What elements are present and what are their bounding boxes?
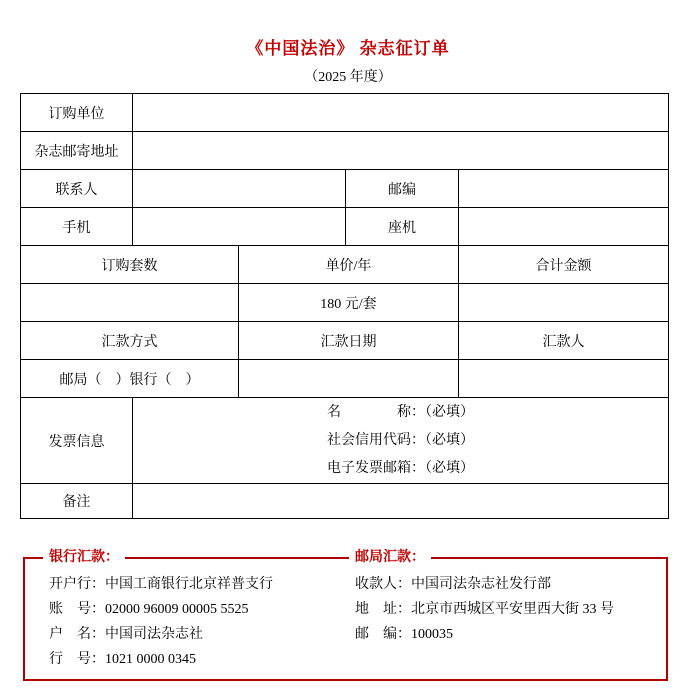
- quantity-label: 订购套数: [21, 246, 239, 284]
- bank-branch-number-line: 行 号：1021 0000 0345: [49, 652, 196, 667]
- unit-price-value: 180 元/套: [239, 284, 459, 322]
- bank-account-number-line: 账 号：02000 96009 00005 5525: [49, 602, 249, 617]
- price-value-row: [21, 284, 669, 322]
- total-amount-label: 合计金额: [459, 246, 669, 284]
- remit-date-label: 汇款日期: [239, 322, 459, 360]
- landline-field[interactable]: [459, 208, 669, 246]
- contact-person-label: 联系人: [21, 170, 133, 208]
- remitter-label: 汇款人: [459, 322, 669, 360]
- mobile-label: 手机: [21, 208, 133, 246]
- post-remittance-details: [355, 572, 614, 647]
- subscriber-unit-row: [21, 94, 669, 132]
- post-postcode-line: 邮 编：100035: [355, 627, 453, 642]
- total-amount-field[interactable]: [459, 284, 669, 322]
- remarks-row: [21, 484, 669, 519]
- remitter-field[interactable]: [459, 360, 669, 398]
- postal-code-field[interactable]: [459, 170, 669, 208]
- phone-row: [21, 208, 669, 246]
- quantity-field[interactable]: [21, 284, 239, 322]
- page-title: 《中国法治》 杂志征订单: [246, 39, 450, 58]
- price-header-row: [21, 246, 669, 284]
- remit-value-row: [21, 360, 669, 398]
- contact-person-field[interactable]: [133, 170, 346, 208]
- postal-code-label: 邮编: [346, 170, 459, 208]
- post-address-line: 地 址：北京市西城区平安里西大街 33 号: [355, 602, 614, 617]
- subscription-form-table: [20, 93, 669, 519]
- remittance-info-box: [23, 550, 668, 681]
- post-remittance-title: 邮局汇款：: [349, 549, 431, 567]
- remit-method-label: 汇款方式: [21, 322, 239, 360]
- landline-label: 座机: [346, 208, 459, 246]
- subscriber-unit-field[interactable]: [133, 94, 669, 132]
- remit-date-field[interactable]: [239, 360, 459, 398]
- remit-header-row: [21, 322, 669, 360]
- bank-account-name-line: 户 名：中国司法杂志社: [49, 627, 203, 642]
- invoice-name-line: 名 称：（必填）: [327, 404, 474, 420]
- mailing-address-label: 杂志邮寄地址: [21, 132, 133, 170]
- invoice-email-line: 电子发票邮箱：（必填）: [327, 460, 474, 476]
- mailing-address-row: [21, 132, 669, 170]
- remarks-label: 备注: [21, 484, 133, 519]
- remarks-field[interactable]: [133, 484, 669, 519]
- mailing-address-field[interactable]: [133, 132, 669, 170]
- contact-row: [21, 170, 669, 208]
- unit-price-label: 单价/年: [239, 246, 459, 284]
- page-subtitle: （2025 年度）: [304, 70, 392, 85]
- bank-remittance-title: 银行汇款：: [43, 549, 125, 567]
- remit-channel-choice[interactable]: 邮局（ ）银行（ ）: [21, 360, 239, 398]
- bank-remittance-details: [49, 572, 273, 672]
- invoice-info-label: 发票信息: [21, 398, 133, 484]
- invoice-info-field[interactable]: [133, 398, 669, 484]
- invoice-info-row: [21, 398, 669, 484]
- mobile-field[interactable]: [133, 208, 346, 246]
- invoice-credit-code-line: 社会信用代码：（必填）: [327, 432, 474, 448]
- post-payee-line: 收款人：中国司法杂志社发行部: [355, 577, 551, 592]
- bank-opening-branch-line: 开户行：中国工商银行北京祥普支行: [49, 577, 273, 592]
- subscriber-unit-label: 订购单位: [21, 94, 133, 132]
